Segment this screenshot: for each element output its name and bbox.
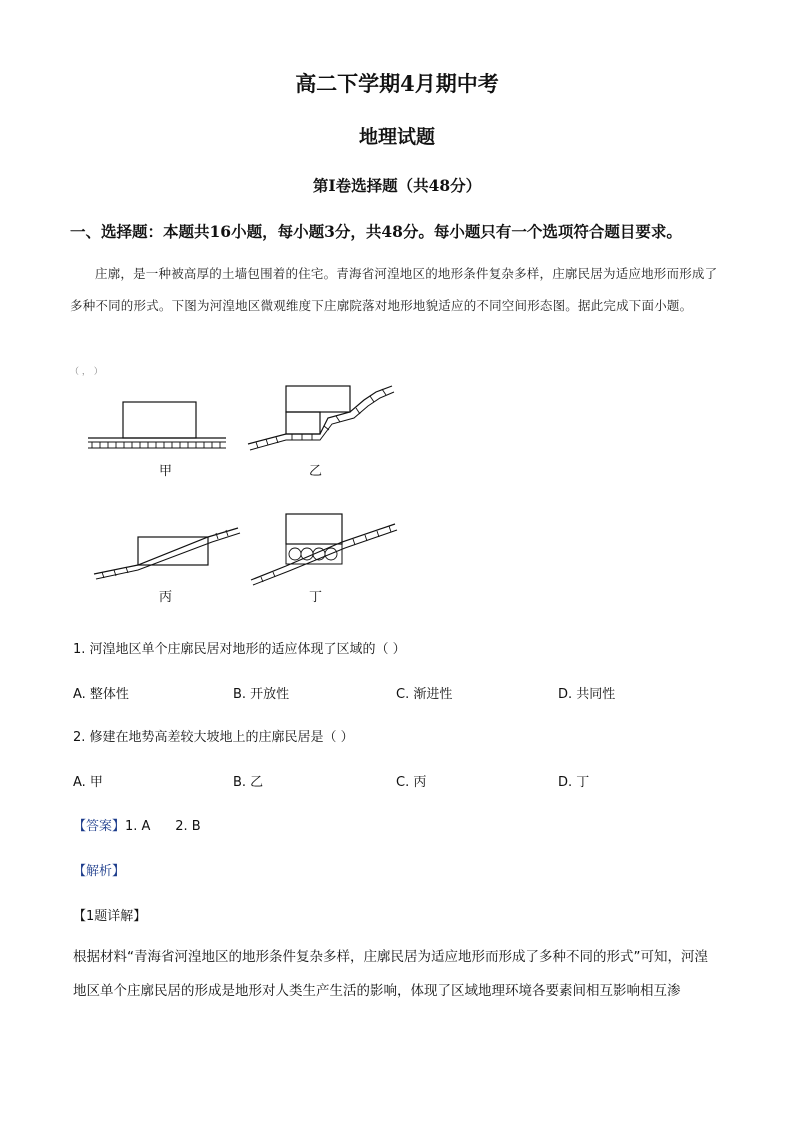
intro-passage bbox=[70, 258, 724, 322]
q2-option-d[interactable]: D. 丁 bbox=[558, 775, 590, 790]
exam-title: 高二下学期4月期中考 bbox=[295, 71, 499, 96]
diagram-yi bbox=[246, 378, 396, 456]
q2-option-c[interactable]: C. 丙 bbox=[396, 775, 427, 790]
q1-option-d[interactable]: D. 共同性 bbox=[558, 687, 616, 702]
q1-option-a[interactable]: A. 整体性 bbox=[73, 687, 129, 702]
answer-tag: 【答案】 bbox=[73, 819, 126, 834]
intro-text: 庄廓，是一种被高厚的土墙包围着的住宅。青海省河湟地区的地形条件复杂多样，庄廓民居为适应地形而形成了多种不同的形式。下图为河湟地区微观维度下庄廓院落对地形地貌适应的不同空间形态图。据此完成下面小题。 bbox=[70, 266, 718, 313]
analysis-body bbox=[73, 940, 721, 1008]
label-bing: 丙 bbox=[159, 590, 173, 605]
answer-line bbox=[73, 815, 201, 834]
analysis-text: 根据材料“青海省河湟地区的地形条件复杂多样，庄廓民居为适应地形而形成了多种不同的形式”可知，河湟地区单个庄廓民居的形成是地形对人类生产生活的影响，体现了区域地理环境各要素间相互影响相互渗 bbox=[73, 949, 708, 999]
label-jia: 甲 bbox=[159, 464, 173, 479]
q2-option-a[interactable]: A. 甲 bbox=[73, 775, 103, 790]
diagram-jia bbox=[86, 380, 231, 455]
question-2-stem: 2. 修建在地势高差较大坡地上的庄廓民居是（ ） bbox=[73, 730, 354, 745]
diagram-ding bbox=[249, 510, 399, 586]
question-1-stem: 1. 河湟地区单个庄廓民居对地形的适应体现了区域的（ ） bbox=[73, 642, 406, 657]
label-ding: 丁 bbox=[309, 590, 323, 605]
section-heading: 一、选择题：本题共16小题，每小题3分，共48分。每小题只有一个选项符合题目要求。 bbox=[70, 222, 682, 241]
volume-title: 第Ⅰ卷选择题（共48分） bbox=[312, 176, 482, 195]
subject-title: 地理试题 bbox=[358, 126, 435, 148]
answer-text: 1. A 2. B bbox=[125, 819, 201, 834]
label-yi: 乙 bbox=[309, 464, 323, 479]
analysis-detail-tag: 【1题详解】 bbox=[73, 909, 147, 924]
q1-option-c[interactable]: C. 渐进性 bbox=[396, 687, 453, 702]
analysis-tag: 【解析】 bbox=[73, 864, 126, 879]
q2-option-b[interactable]: B. 乙 bbox=[233, 775, 264, 790]
q1-option-b[interactable]: B. 开放性 bbox=[233, 687, 290, 702]
diagram-bing bbox=[92, 520, 242, 582]
intro-fragment: （ ， ） bbox=[70, 367, 103, 377]
